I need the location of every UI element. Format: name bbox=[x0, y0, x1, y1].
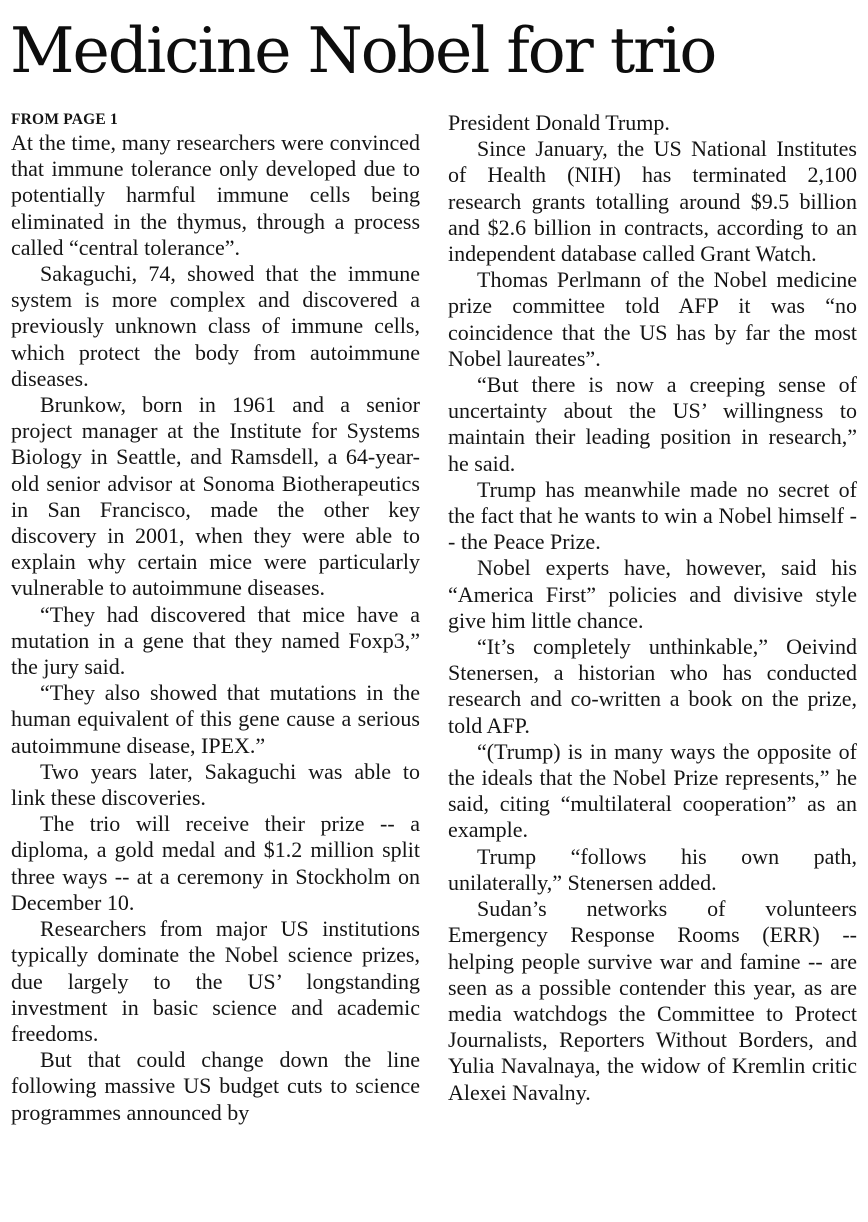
right-column bbox=[448, 110, 857, 1106]
paragraph: At the time, many researchers were convinced that immune tolerance only developed due to potentially harmful immune cells being eliminated in the thymus, through a process called “central tolerance”. bbox=[11, 130, 420, 260]
paragraph: Nobel experts have, however, said his “America First” policies and divisive style give him little chance. bbox=[448, 555, 857, 633]
paragraph: “But there is now a creeping sense of uncertainty about the US’ willingness to maintain their leading position in research,” he said. bbox=[448, 372, 857, 476]
kicker: FROM PAGE 1 bbox=[11, 111, 118, 128]
paragraph: “It’s completely unthinkable,” Oeivind Stenersen, a historian who has conducted research and co-written a book on the prize, told AFP. bbox=[448, 634, 857, 738]
paragraph: The trio will receive their prize -- a diploma, a gold medal and $1.2 million split three ways -- at a ceremony in Stockholm on December 10. bbox=[11, 811, 420, 915]
paragraph: But that could change down the line following massive US budget cuts to science programmes announced by bbox=[11, 1047, 420, 1125]
paragraph: Since January, the US National Institutes of Health (NIH) has terminated 2,100 research grants totalling around $9.5 billion and $2.6 billion in contracts, according to an independent database called Grant Watch. bbox=[448, 136, 857, 267]
paragraph: Sudan’s networks of volunteers Emergency Response Rooms (ERR) -- helping people survive war and famine -- are seen as a possible contender this year, as are media watchdogs the Committee to Protect Journalists, Reporters Without Borders, and Yulia Navalnaya, the widow of Kremlin critic Alexei Navalny. bbox=[448, 896, 857, 1105]
paragraph: “(Trump) is in many ways the opposite of the ideals that the Nobel Prize represents,” he said, citing “multilateral cooperation” as an example. bbox=[448, 738, 857, 843]
paragraph: Two years later, Sakaguchi was able to link these discoveries. bbox=[11, 758, 420, 811]
paragraph: “They also showed that mutations in the human equivalent of this gene cause a serious autoimmune disease, IPEX.” bbox=[11, 680, 420, 758]
left-column bbox=[11, 109, 420, 1126]
paragraph: President Donald Trump. bbox=[448, 110, 670, 135]
paragraph: “They had discovered that mice have a mutation in a gene that they named Foxp3,” the jury said. bbox=[11, 601, 420, 680]
paragraph: Thomas Perlmann of the Nobel medicine prize committee told AFP it was “no coincidence that the US has by far the most Nobel laureates”. bbox=[448, 267, 857, 371]
headline: Medicine Nobel for trio bbox=[10, 14, 716, 87]
paragraph: Trump “follows his own path, unilaterally,” Stenersen added. bbox=[448, 843, 857, 895]
paragraph: Sakaguchi, 74, showed that the immune system is more complex and discovered a previously unknown class of immune cells, which protect the body from autoimmune diseases. bbox=[11, 261, 420, 391]
paragraph: Brunkow, born in 1961 and a senior project manager at the Institute for Systems Biology in Seattle, and Ramsdell, a 64-year-old senior advisor at Sonoma Biotherapeutics in San Francisco, made the other key discovery in 2001, when they were able to explain why certain mice were particularly vulnerable to autoimmune diseases. bbox=[11, 392, 420, 601]
paragraph: Researchers from major US institutions typically dominate the Nobel science prizes, due largely to the US’ longstanding investment in basic science and academic freedoms. bbox=[11, 916, 420, 1046]
paragraph: Trump has meanwhile made no secret of the fact that he wants to win a Nobel himself -- the Peace Prize. bbox=[448, 476, 857, 555]
